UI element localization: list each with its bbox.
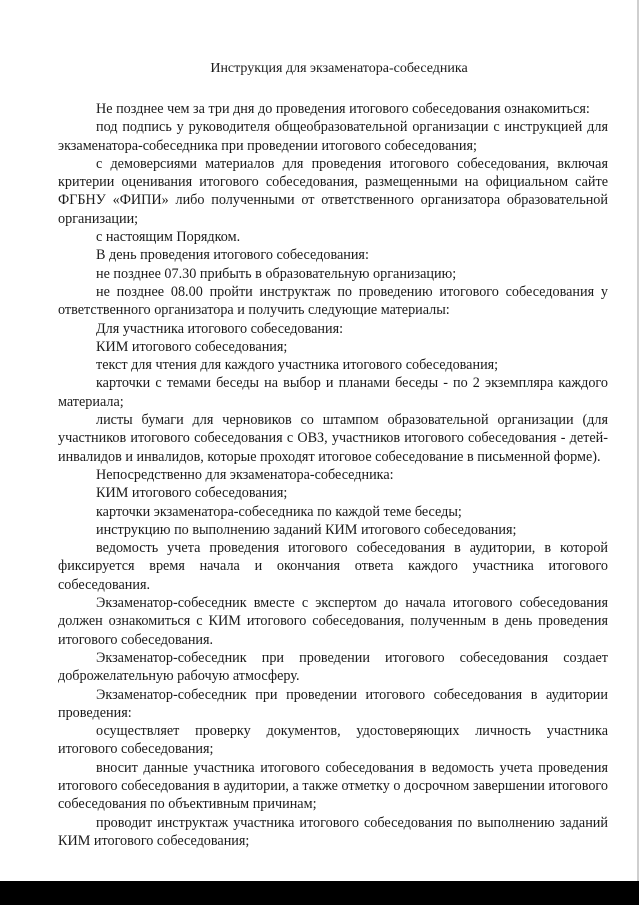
paragraph: осуществляет проверку документов, удостоверяющих личность участника итогового собеседования; [58,723,608,758]
paragraph: Непосредственно для экзаменатора-собеседника: [96,466,394,483]
paragraph: Экзаменатор-собеседник вместе с экспертом до начала итогового собеседования должен ознакомиться с КИМ итогового собеседования, полученным в день проведения итогового собеседования. [58,595,608,648]
paragraph: Не позднее чем за три дня до проведения итогового собеседования ознакомиться: [96,101,590,117]
paragraph: проводит инструктаж участника итогового собеседования по выполнению заданий КИМ итогового собеседования; [58,814,608,849]
paragraph: с демоверсиями материалов для проведения итогового собеседования, включая критерии оценивания итогового собеседования, размещенными на официальном сайте ФГБНУ «ФИПИ» либо полученными от ответственного организатора образовательной организации; [58,155,608,227]
paragraph: вносит данные участника итогового собеседования в ведомость учета проведения итогового собеседования в аудитории, а также отметку о досрочном завершении итогового собеседования по объективным причинам; [58,759,608,813]
paragraph: Экзаменатор-собеседник при проведении итогового собеседования в аудитории проведения: [58,686,608,721]
paragraph: карточки с темами беседы на выбор и планами беседы - по 2 экземпляра каждого материала; [58,375,608,410]
paragraph: с настоящим Порядком. [96,229,241,246]
document-title: Инструкция для экзаменатора-собеседника [210,61,468,76]
paragraph: Для участника итогового собеседования: [96,320,344,337]
paragraph: КИМ итогового собеседования; [96,338,288,355]
paragraph: карточки экзаменатора-собеседника по каждой теме беседы; [96,503,462,520]
paragraph: под подпись у руководителя общеобразовательной организации с инструкцией для экзаменатора-собеседника при проведении итогового собеседования; [58,119,608,154]
paragraph: листы бумаги для черновиков со штампом образовательной организации (для участников итогового собеседования с ОВЗ, участников итогового собеседования - детей-инвалидов и инвалидов, которые проходят итоговое собеседование в письменной форме). [58,412,608,465]
document-body [58,60,608,850]
paragraph: В день проведения итогового собеседования: [96,247,369,264]
paragraph: ведомость учета проведения итогового собеседования в аудитории, в которой фиксируется время начала и окончания ответа каждого участника итогового собеседования. [58,540,608,593]
paragraph: КИМ итогового собеседования; [96,485,288,502]
paragraph: текст для чтения для каждого участника итогового собеседования; [96,357,499,374]
paragraph: инструкцию по выполнению заданий КИМ итогового собеседования; [96,521,517,538]
paragraph: Экзаменатор-собеседник при проведении итогового собеседования создает доброжелательную рабочую атмосферу. [58,649,608,685]
scan-bottom-border [0,881,639,905]
paragraph: не позднее 07.30 прибыть в образовательную организацию; [96,265,457,282]
paragraph: не позднее 08.00 пройти инструктаж по проведению итогового собеседования у ответственного организатора и получить следующие материалы: [58,283,608,319]
